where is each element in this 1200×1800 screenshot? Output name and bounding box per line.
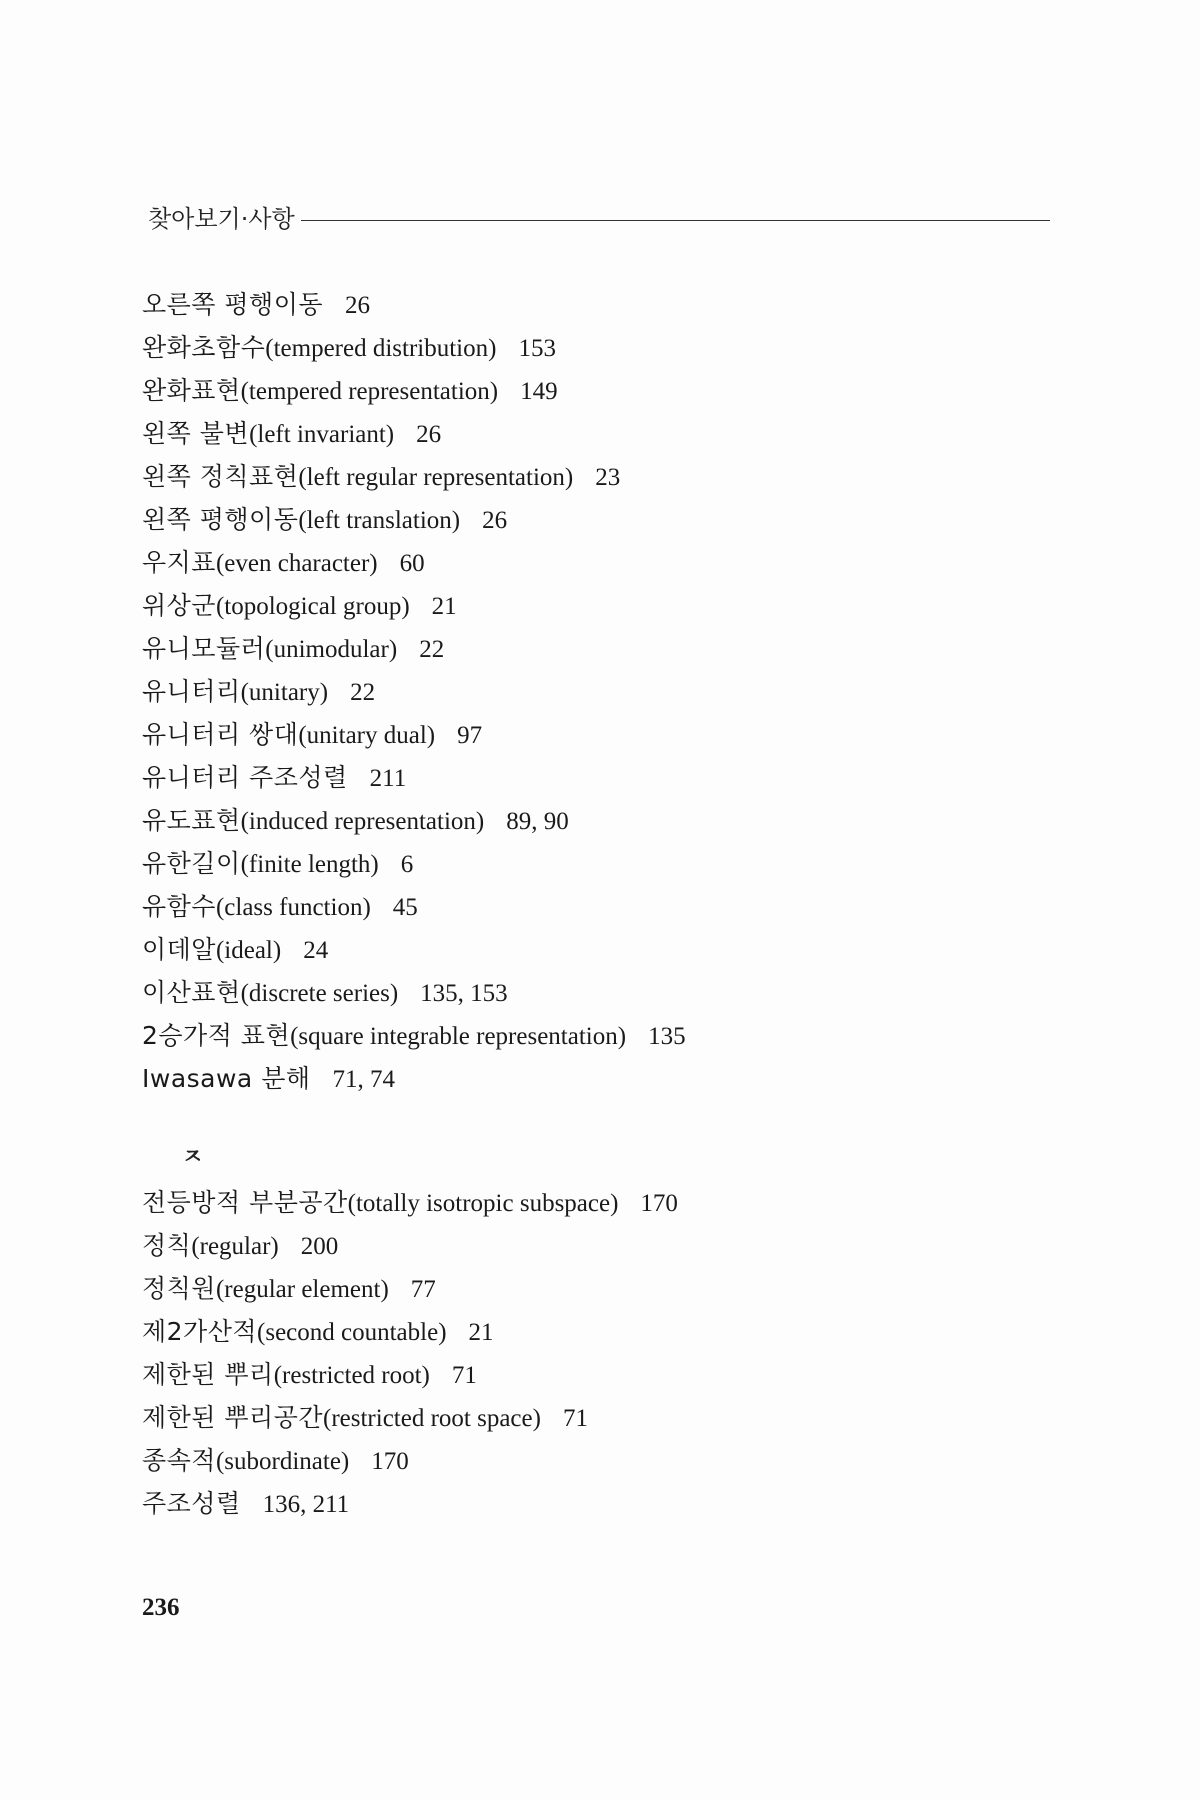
index-english-term: (unimodular)	[265, 636, 398, 663]
index-english-term: (second countable)	[257, 1319, 447, 1346]
index-entry	[142, 1057, 1042, 1100]
index-term: 완화초함수	[142, 333, 266, 362]
index-entry	[142, 1310, 1042, 1353]
index-english-term: (totally isotropic subspace)	[347, 1190, 619, 1217]
index-term: 유니터리 주조성렬	[142, 763, 348, 792]
index-term: 오른쪽 평행이동	[142, 290, 323, 319]
index-term: 제한된 뿌리공간	[142, 1403, 323, 1432]
index-term: 유니모듈러	[142, 634, 266, 663]
index-page-refs: 23	[595, 464, 621, 491]
index-entries-after	[142, 1181, 1042, 1525]
index-english-term: (unitary dual)	[298, 722, 436, 749]
index-entry	[142, 541, 1042, 584]
index-page-refs: 26	[345, 292, 370, 319]
index-english-term: (restricted root)	[273, 1362, 430, 1389]
index-entry	[142, 1267, 1042, 1310]
index-entry	[142, 756, 1042, 799]
page-number: 236	[142, 1594, 180, 1621]
index-english-term: (class function)	[215, 894, 371, 921]
index-english-term: (ideal)	[215, 937, 282, 964]
index-term: 왼쪽 정칙표현	[142, 462, 299, 491]
index-entry	[142, 1353, 1042, 1396]
index-page-refs: 170	[371, 1448, 409, 1475]
index-english-term: (left regular representation)	[298, 464, 574, 491]
index-entry	[142, 584, 1042, 627]
index-term: 유도표현	[142, 806, 241, 835]
index-page-refs: 24	[303, 937, 329, 964]
index-english-term: (square integrable representation)	[290, 1023, 627, 1050]
index-term: 왼쪽 평행이동	[142, 505, 299, 534]
running-head-rule	[301, 220, 1050, 221]
index-page-refs: 135	[648, 1023, 686, 1050]
index-english-term: (regular element)	[215, 1276, 389, 1303]
index-term: 이산표현	[142, 978, 241, 1007]
index-term: 제2가산적	[142, 1317, 258, 1346]
index-term: 이데알	[142, 935, 216, 964]
index-term: 위상군	[142, 591, 216, 620]
running-head	[148, 196, 1050, 236]
index-page-refs: 211	[369, 765, 407, 792]
index-term: 종속적	[142, 1446, 216, 1475]
index-entry	[142, 971, 1042, 1014]
index-page-refs: 97	[457, 722, 483, 749]
index-english-term: (regular)	[191, 1233, 279, 1260]
index-entry	[142, 842, 1042, 885]
index-term: 주조성렬	[142, 1489, 241, 1518]
index-entry	[142, 326, 1042, 369]
index-english-term: (left translation)	[298, 507, 461, 534]
index-english-term: (discrete series)	[240, 980, 399, 1007]
index-entry	[142, 1396, 1042, 1439]
index-english-term: (even character)	[215, 550, 378, 577]
index-page-refs: 77	[410, 1276, 436, 1303]
index-entry	[142, 283, 1042, 326]
index-term: 유한길이	[142, 849, 241, 878]
index-english-term: (unitary)	[240, 679, 329, 706]
index-english-term: (restricted root space)	[323, 1405, 541, 1432]
index-term: 유함수	[142, 892, 216, 921]
index-page-refs: 71, 74	[332, 1066, 395, 1093]
index-term: 완화표현	[142, 376, 241, 405]
index-page-refs: 153	[518, 335, 556, 362]
index-entry	[142, 627, 1042, 670]
index-entry	[142, 1014, 1042, 1057]
index-entry	[142, 1482, 1042, 1525]
index-english-term: (finite length)	[240, 851, 379, 878]
section-heading: ㅈ	[182, 1145, 204, 1170]
index-page-refs: 149	[520, 378, 558, 405]
index-english-term: (induced representation)	[240, 808, 485, 835]
index-page-refs: 22	[350, 679, 376, 706]
index-entry	[142, 1439, 1042, 1482]
index-term: 제한된 뿌리	[142, 1360, 274, 1389]
index-entry	[142, 1181, 1042, 1224]
index-page-refs: 26	[482, 507, 508, 534]
index-entry	[142, 799, 1042, 842]
index-page-refs: 71	[562, 1405, 588, 1432]
index-english-term: (subordinate)	[215, 1448, 350, 1475]
index-page-refs: 22	[419, 636, 445, 663]
index-page-refs: 6	[400, 851, 414, 878]
index-term: 왼쪽 불변	[142, 419, 250, 448]
index-page-refs: 60	[399, 550, 425, 577]
index-page-refs: 135, 153	[420, 980, 508, 1007]
index-page-refs: 89, 90	[506, 808, 569, 835]
index-entry	[142, 670, 1042, 713]
index-entry	[142, 928, 1042, 971]
index-entry	[142, 885, 1042, 928]
index-english-term: (topological group)	[215, 593, 410, 620]
index-entries-before	[142, 283, 1042, 1100]
index-page-refs: 71	[451, 1362, 477, 1389]
index-english-term: (tempered distribution)	[265, 335, 497, 362]
index-page-refs: 45	[392, 894, 418, 921]
index-entry	[142, 369, 1042, 412]
index-term: 정칙	[142, 1231, 192, 1260]
index-entry	[142, 455, 1042, 498]
index-term: 유니터리	[142, 677, 241, 706]
index-term: 우지표	[142, 548, 216, 577]
index-page-refs: 21	[468, 1319, 494, 1346]
index-page-refs: 170	[640, 1190, 678, 1217]
index-page-refs: 136, 211	[262, 1491, 350, 1518]
index-term: 정칙원	[142, 1274, 216, 1303]
index-term: 전등방적 부분공간	[142, 1188, 348, 1217]
index-english-term: (tempered representation)	[240, 378, 499, 405]
index-term: Iwasawa 분해	[142, 1064, 311, 1093]
index-entry	[142, 713, 1042, 756]
index-page-refs: 200	[300, 1233, 339, 1260]
index-term: 유니터리 쌍대	[142, 720, 299, 749]
index-entry	[142, 1224, 1042, 1267]
index-page-refs: 21	[431, 593, 457, 620]
index-page-refs: 26	[416, 421, 442, 448]
index-term: 2승가적 표현	[142, 1021, 291, 1050]
index-entry	[142, 412, 1042, 455]
index-entry	[142, 498, 1042, 541]
running-head-title: 찾아보기·사항	[148, 204, 295, 233]
index-english-term: (left invariant)	[249, 421, 395, 448]
